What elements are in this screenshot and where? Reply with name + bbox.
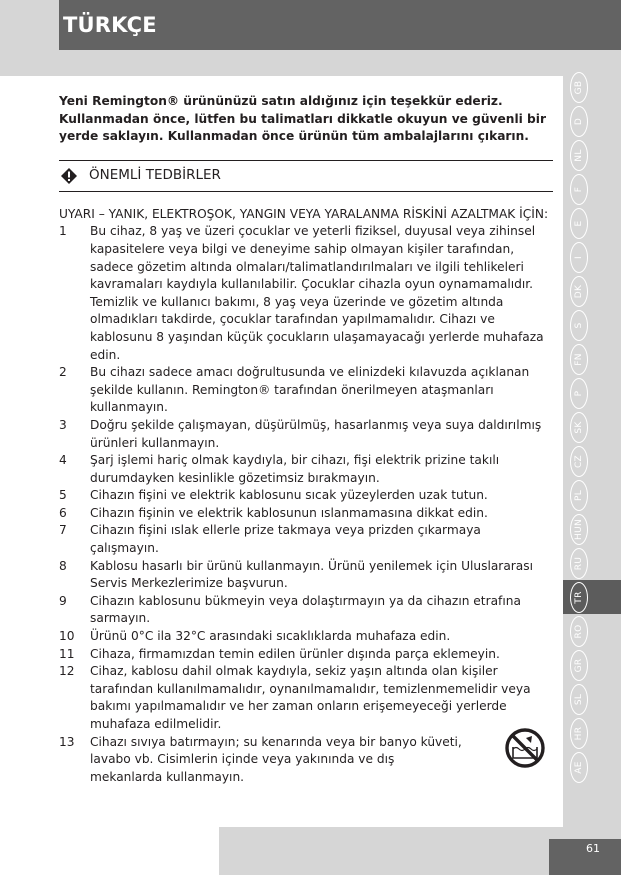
language-sidebar: [563, 76, 621, 827]
language-tab-label: SL: [570, 684, 588, 715]
item-number: 2: [59, 365, 67, 380]
language-tab-label: HR: [570, 718, 588, 749]
item-text: Şarj işlemi hariç olmak kaydıyla, bir cihazı, fişi elektrik prizine takılı durumdayken kesinlikle gözetimsiz bırakmayın.: [90, 453, 500, 485]
language-tab-label: HUN: [570, 514, 588, 545]
language-tab-s[interactable]: [563, 308, 621, 342]
precautions-list: [59, 223, 553, 786]
item-text: Bu cihaz, 8 yaş ve üzeri çocuklar ve yeterli fiziksel, duyusal veya zihinsel kapasitelere veya bilgi ve deneyime sahip olmayan kişiler tarafından, sadece gözetim altında olmaları/talimatlandırılmaları ve ilgili tehlikeleri kavramaları kaydıyla kullanılabilir. Çocuklar cihazla oyun oynamamalıdır. Temizlik ve kullanıcı bakımı, 8 yaş veya üzerinde ve gözetim altında olmadıkları takdirde, çocuklar tarafından yapılmamalıdır. Cihazı ve kablosunu 8 yaşından küçük çocukların ulaşamayacağı yerlerde muhafaza edin.: [90, 224, 544, 362]
language-tab-ru[interactable]: [563, 546, 621, 580]
item-number: 12: [59, 664, 75, 679]
list-item: [59, 628, 553, 646]
language-tab-label: PL: [570, 480, 588, 511]
language-tab-label: E: [570, 208, 588, 239]
language-tab-hr[interactable]: [563, 716, 621, 750]
item-number: 5: [59, 488, 67, 503]
language-tab-label: TR: [570, 582, 588, 613]
list-item: [59, 487, 553, 505]
language-tab-label: P: [570, 378, 588, 409]
language-tab-label: SK: [570, 412, 588, 443]
language-tab-gr[interactable]: [563, 648, 621, 682]
item-text: Cihazın fişinin ve elektrik kablosunun ıslanmamasına dikkat edin.: [90, 505, 488, 520]
item-text: Cihazın fişini ıslak ellerle prize takmaya veya prizden çıkarmaya çalışmayın.: [90, 523, 481, 556]
main-content: [59, 93, 553, 786]
language-tab-label: RO: [570, 616, 588, 647]
language-tab-d[interactable]: [563, 104, 621, 138]
intro-text: Yeni Remington® ürününüzü satın aldığınız için teşekkür ederiz. Kullanmadan önce, lütfen bu talimatları dikkatle okuyun ve güvenli bir yerde saklayın. Kullanmadan önce ürünün tüm ambalajlarını çıkarın.: [59, 94, 546, 144]
language-tab-f[interactable]: [563, 172, 621, 206]
language-tab-label: D: [570, 106, 588, 137]
language-tab-label: FN: [570, 344, 588, 375]
list-item: [59, 417, 553, 452]
language-tab-label: I: [570, 242, 588, 273]
language-tab-label: AE: [570, 752, 588, 783]
item-number: 11: [59, 646, 75, 661]
item-number: 1: [59, 224, 67, 239]
language-tab-fn[interactable]: [563, 342, 621, 376]
language-tab-e[interactable]: [563, 206, 621, 240]
list-item: [59, 558, 553, 593]
item-text: Cihazın kablosunu bükmeyin veya dolaştırmayın ya da cihazın etrafına sarmayın.: [90, 593, 521, 626]
language-tab-nl[interactable]: [563, 138, 621, 172]
language-tab-label: F: [570, 174, 588, 205]
warning-text: UYARI – YANIK, ELEKTROŞOK, YANGIN VEYA YARALANMA RİSKİNİ AZALTMAK İÇİN:: [59, 206, 549, 221]
language-tab-cz[interactable]: [563, 444, 621, 478]
list-item: [59, 452, 553, 487]
list-item: [59, 223, 553, 364]
list-item: [59, 646, 553, 664]
item-number: 8: [59, 558, 67, 573]
list-item: [59, 663, 553, 733]
item-number: 6: [59, 505, 67, 520]
language-tab-pl[interactable]: [563, 478, 621, 512]
language-tab-sk[interactable]: [563, 410, 621, 444]
item-text: Doğru şekilde çalışmayan, düşürülmüş, hasarlanmış veya suya daldırılmış ürünleri kullanmayın.: [90, 417, 542, 450]
language-tab-p[interactable]: [563, 376, 621, 410]
item-text: Cihazın fişini ve elektrik kablosunu sıcak yüzeylerden uzak tutun.: [90, 488, 488, 503]
language-tab-label: GB: [570, 72, 588, 103]
section-title: ÖNEMLİ TEDBİRLER: [89, 166, 221, 183]
language-tab-gb[interactable]: [563, 70, 621, 104]
item-text: Bu cihazı sadece amacı doğrultusunda ve elinizdeki kılavuzda açıklanan şekilde kullanın. Remington® tarafından önerilmeyen ataşmanları kullanmayın.: [90, 365, 530, 415]
language-tab-dk[interactable]: [563, 274, 621, 308]
item-text: Cihaz, kablosu dahil olmak kaydıyla, sekiz yaşın altında olan kişiler tarafından kullanılmamalıdır, oynanılmamalıdır, temizlenmemelidir veya bakımı yapılmamalıdır ve her zaman onların erişemeyeceği yerlerde muhafaza edilmelidir.: [90, 664, 531, 731]
language-tab-ro[interactable]: [563, 614, 621, 648]
language-tab-i[interactable]: [563, 240, 621, 274]
item-text: Ürünü 0°C ila 32°C arasındaki sıcaklıklarda muhafaza edin.: [90, 629, 451, 644]
item-number: 13: [59, 734, 75, 749]
item-number: 7: [59, 523, 67, 538]
list-item: [59, 593, 553, 628]
page-number-box: [549, 839, 621, 875]
language-tab-label: RU: [570, 548, 588, 579]
page-title: TÜRKÇE: [63, 13, 157, 37]
item-number: 9: [59, 593, 67, 608]
item-number: 4: [59, 453, 67, 468]
list-item: [59, 734, 553, 787]
language-tab-hun[interactable]: [563, 512, 621, 546]
list-item: [59, 364, 553, 417]
no-bath-icon: [504, 727, 546, 769]
page-number: 61: [586, 842, 600, 855]
language-tab-label: CZ: [570, 446, 588, 477]
warning-diamond-icon: [61, 168, 77, 184]
item-number: 10: [59, 629, 75, 644]
language-tab-label: GR: [570, 650, 588, 681]
language-tab-ae[interactable]: [563, 750, 621, 784]
item-number: 3: [59, 417, 67, 432]
list-item: [59, 522, 553, 557]
language-tab-label: NL: [570, 140, 588, 171]
language-tab-sl[interactable]: [563, 682, 621, 716]
language-tab-tr[interactable]: [563, 580, 621, 614]
language-tab-label: S: [570, 310, 588, 341]
item-text: Cihaza, firmamızdan temin edilen ürünler dışında parça eklemeyin.: [90, 646, 500, 661]
language-tab-label: DK: [570, 276, 588, 307]
section-heading: [59, 160, 553, 192]
item-text: Kablosu hasarlı bir ürünü kullanmayın. Ürünü yenilemek için Uluslararası Servis Merkezlerimize başvurun.: [90, 558, 533, 591]
item-text: Cihazı sıvıya batırmayın; su kenarında veya bir banyo küveti, lavabo vb. Cisimlerin içinde veya yakınında ve dış mekanlarda kullanmayın.: [90, 734, 462, 784]
list-item: [59, 505, 553, 523]
